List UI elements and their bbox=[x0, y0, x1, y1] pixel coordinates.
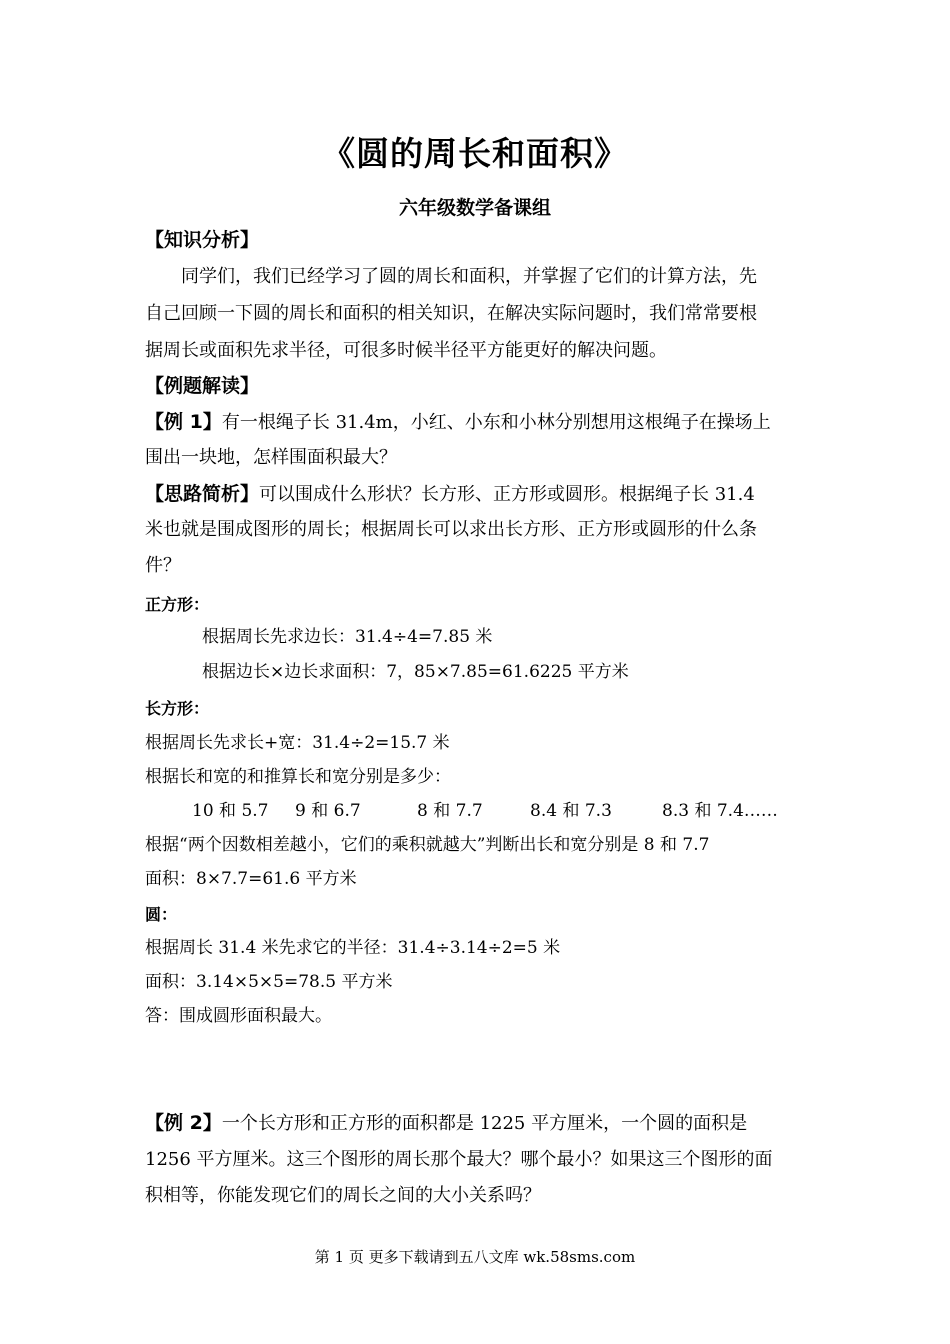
analysis-text-1: 可以围成什么形状？长方形、正方形或圆形。根据绳子长 31.4 bbox=[259, 484, 755, 505]
rectangle-label: 长方形： bbox=[145, 699, 210, 718]
pair-1: 10 和 5.7 bbox=[192, 801, 269, 821]
example1-text-1: 有一根绳子长 31.4m，小红、小东和小林分别想用这根绳子在操场上 bbox=[221, 412, 771, 433]
example1-line-2: 围出一块地，怎样围面积最大？ bbox=[145, 447, 397, 468]
rectangle-step-3: 根据“两个因数相差越小，它们的乘积就越大”判断出长和宽分别是 8 和 7.7 bbox=[145, 835, 710, 855]
example2-text-1: 一个长方形和正方形的面积都是 1225 平方厘米，一个圆的面积是 bbox=[221, 1113, 748, 1134]
square-step-2: 根据边长×边长求面积：7，85×7.85=61.6225 平方米 bbox=[202, 662, 629, 682]
analysis-line-3: 件？ bbox=[145, 555, 181, 576]
rectangle-step-1: 根据周长先求长+宽：31.4÷2=15.7 米 bbox=[145, 733, 450, 753]
example1-line-1 bbox=[145, 410, 810, 435]
example2-line-3: 积相等，你能发现它们的周长之间的大小关系吗？ bbox=[145, 1185, 541, 1206]
page-title: 《圆的周长和面积》 bbox=[322, 134, 628, 173]
example2-line-1 bbox=[145, 1111, 810, 1136]
pair-4: 8.4 和 7.3 bbox=[530, 801, 612, 821]
knowledge-line-3: 据周长或面积先求半径，可很多时候半径平方能更好的解决问题。 bbox=[145, 340, 667, 361]
circle-step-1: 根据周长 31.4 米先求它的半径：31.4÷3.14÷2=5 米 bbox=[145, 938, 561, 958]
rectangle-step-2: 根据长和宽的和推算长和宽分别是多少： bbox=[145, 767, 451, 787]
analysis-tag: 【思路简析】 bbox=[145, 483, 260, 505]
square-label: 正方形： bbox=[145, 595, 210, 614]
pair-3: 8 和 7.7 bbox=[417, 801, 483, 821]
knowledge-line-2: 自己回顾一下圆的周长和面积的相关知识，在解决实际问题时，我们常常要根 bbox=[145, 303, 757, 324]
page-subtitle: 六年级数学备课组 bbox=[398, 197, 551, 219]
circle-label: 圆： bbox=[145, 905, 178, 924]
analysis-line-1 bbox=[145, 482, 810, 507]
example2-tag: 【例 2】 bbox=[145, 1112, 222, 1134]
rectangle-step-4: 面积：8×7.7=61.6 平方米 bbox=[145, 869, 357, 889]
square-step-1: 根据周长先求边长：31.4÷4=7.85 米 bbox=[202, 627, 493, 647]
analysis-line-2: 米也就是围成图形的周长；根据周长可以求出长方形、正方形或圆形的什么条 bbox=[145, 519, 757, 540]
pair-5: 8.3 和 7.4…… bbox=[662, 801, 778, 821]
pair-2: 9 和 6.7 bbox=[295, 801, 361, 821]
example1-tag: 【例 1】 bbox=[145, 411, 222, 433]
page-footer: 第 1 页 更多下载请到五八文库 wk.58sms.com bbox=[314, 1248, 636, 1266]
examples-heading: 【例题解读】 bbox=[145, 375, 260, 397]
circle-step-2: 面积：3.14×5×5=78.5 平方米 bbox=[145, 972, 393, 992]
knowledge-line-1: 同学们，我们已经学习了圆的周长和面积，并掌握了它们的计算方法，先 bbox=[181, 266, 757, 287]
knowledge-heading: 【知识分析】 bbox=[145, 229, 260, 251]
example2-line-2: 1256 平方厘米。这三个图形的周长那个最大？哪个最小？如果这三个图形的面 bbox=[145, 1149, 773, 1170]
example1-answer: 答：围成圆形面积最大。 bbox=[145, 1006, 332, 1026]
